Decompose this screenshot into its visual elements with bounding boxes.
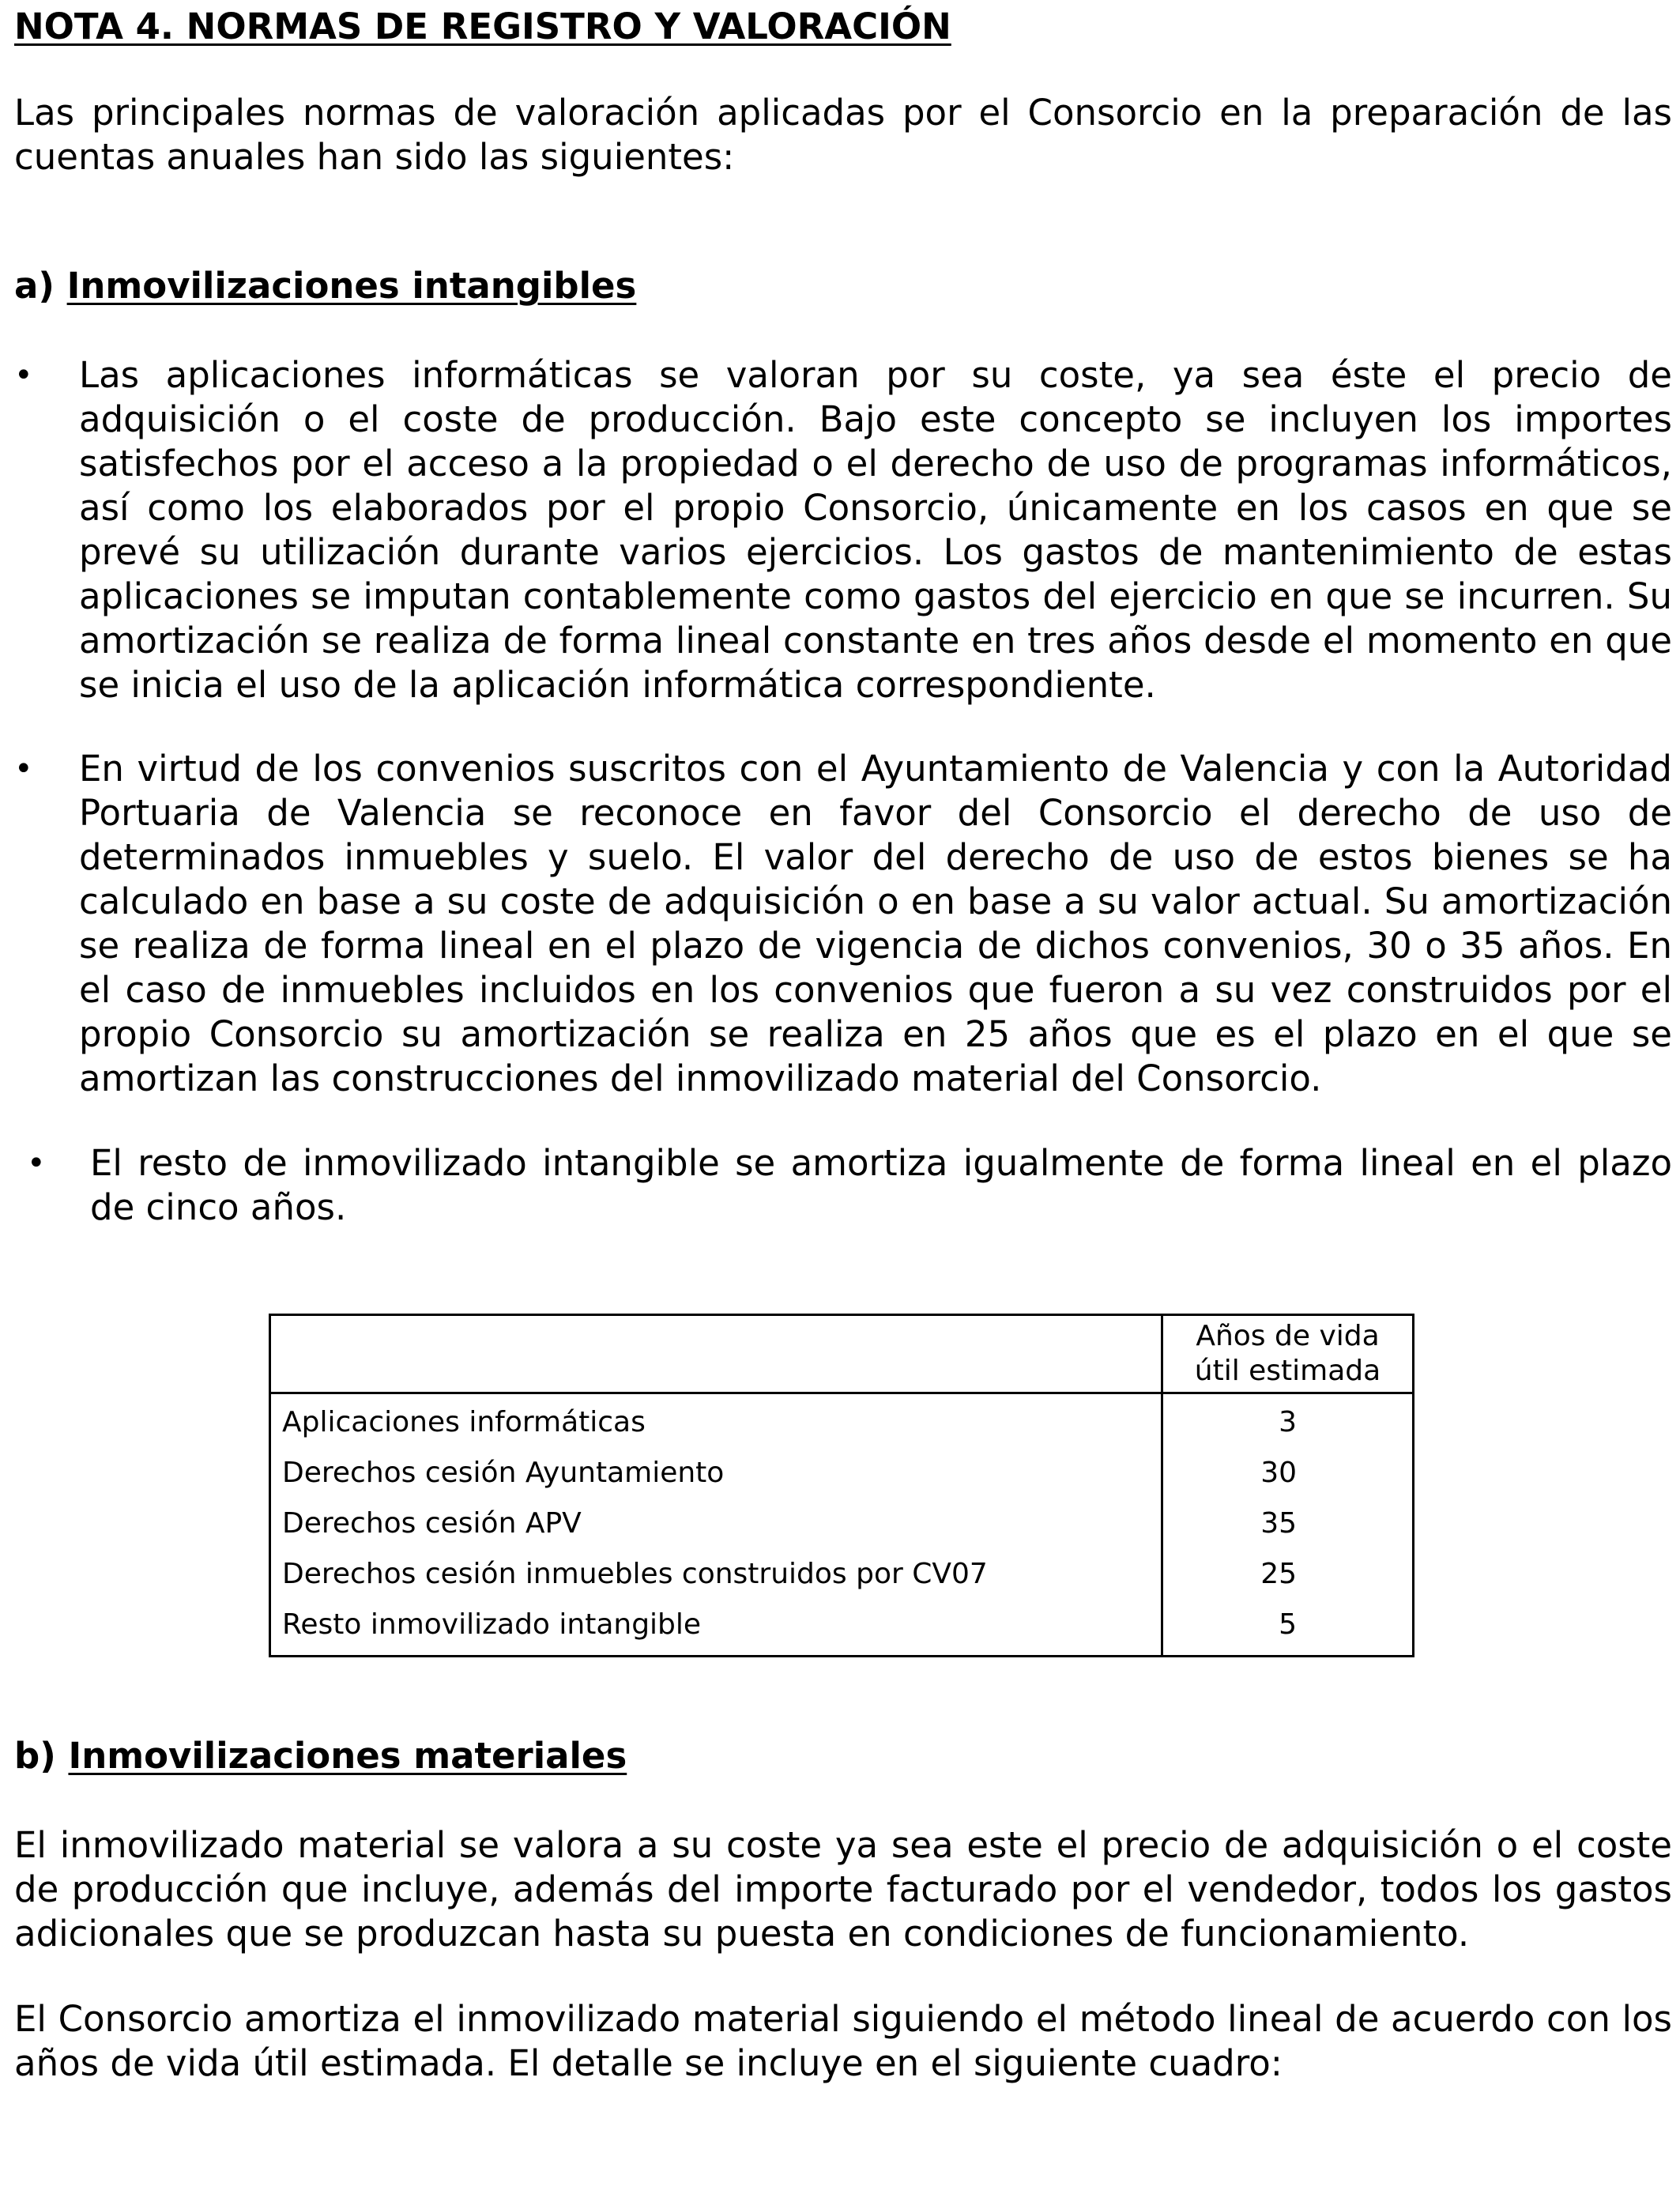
table-row-value: 30 <box>1260 1457 1297 1489</box>
section-b-heading <box>14 1734 627 1778</box>
intro-paragraph: Las principales normas de valoración aplicadas por el Consorcio en la preparación de las cuentas anuales han sido las siguientes: <box>14 92 1672 178</box>
table-row <box>270 1448 1414 1498</box>
table-row <box>270 1600 1414 1657</box>
table-row-label: Derechos cesión Ayuntamiento <box>270 1448 1162 1498</box>
table-header-row <box>270 1315 1414 1393</box>
table-row-label: Derechos cesión APV <box>270 1498 1162 1549</box>
table-header-empty <box>270 1315 1162 1393</box>
section-b-paragraph-1: El inmovilizado material se valora a su coste ya sea este el precio de adquisición o el coste de producción que incluye, además del importe facturado por el vendedor, todos los gastos adicionales que se produzcan hasta su puesta en condiciones de funcionamiento. <box>14 1824 1672 1955</box>
bullet-icon: • <box>14 357 33 394</box>
table-row-value: 5 <box>1279 1608 1297 1641</box>
table-header-line2: útil estimada <box>1194 1355 1381 1387</box>
section-b-paragraph-2: El Consorcio amortiza el inmovilizado material siguiendo el método lineal de acuerdo con los años de vida útil estimada. El detalle se incluye en el siguiente cuadro: <box>14 1998 1672 2084</box>
table-row <box>270 1498 1414 1549</box>
table-row-value: 35 <box>1260 1507 1297 1540</box>
bullet-text-software: Las aplicaciones informáticas se valoran por su coste, ya sea éste el precio de adquisición o el coste de producción. Bajo este concepto se incluyen los importes satisfechos por el acceso a la propiedad o el derecho de uso de programas informáticos, así como los elaborados por el propio Consorcio, únicamente en los casos en que se prevé su utilización durante varios ejercicios. Los gastos de mantenimiento de estas aplicaciones se imputan contablemente como gastos del ejercicio en que se incurren. Su amortización se realiza de forma lineal constante en tres años desde el momento en que se inicia el uso de la aplicación informática correspondiente. <box>79 354 1672 706</box>
note-title-text: NOTA 4. NORMAS DE REGISTRO Y VALORACIÓN <box>14 6 951 47</box>
table-row <box>270 1549 1414 1600</box>
bullet-text-rest: El resto de inmovilizado intangible se amortiza igualmente de forma lineal en el plazo de cinco años. <box>90 1142 1672 1228</box>
table-row-value: 25 <box>1260 1558 1297 1590</box>
table-header-years <box>1162 1315 1414 1393</box>
bullet-text-rights: En virtud de los convenios suscritos con el Ayuntamiento de Valencia y con la Autoridad Portuaria de Valencia se reconoce en favor del Consorcio el derecho de uso de determinados inmuebles y suelo. El valor del derecho de uso de estos bienes se ha calculado en base a su coste de adquisición o en base a su valor actual. Su amortización se realiza de forma lineal en el plazo de vigencia de dichos convenios, 30 o 35 años. En el caso de inmuebles incluidos en los convenios que fueron a su vez construidos por el propio Consorcio su amortización se realiza en 25 años que es el plazo en el que se amortizan las construcciones del inmovilizado material del Consorcio. <box>79 748 1672 1099</box>
table-row-label: Resto inmovilizado intangible <box>270 1600 1162 1657</box>
table-header-line1: Años de vida <box>1196 1320 1380 1352</box>
table-row-label: Aplicaciones informáticas <box>270 1393 1162 1449</box>
bullet-icon: • <box>14 751 33 787</box>
table-row-value: 3 <box>1279 1406 1297 1438</box>
table-row-label: Derechos cesión inmuebles construidos por CV07 <box>270 1549 1162 1600</box>
section-a-heading <box>14 264 636 308</box>
section-b-prefix: b) <box>14 1735 56 1777</box>
useful-life-table <box>269 1314 1414 1657</box>
bullet-icon: • <box>27 1145 46 1182</box>
table-row <box>270 1393 1414 1449</box>
section-b-title: Inmovilizaciones materiales <box>68 1735 627 1777</box>
section-a-title: Inmovilizaciones intangibles <box>66 265 637 307</box>
section-a-prefix: a) <box>14 265 55 307</box>
note-title <box>14 5 951 49</box>
